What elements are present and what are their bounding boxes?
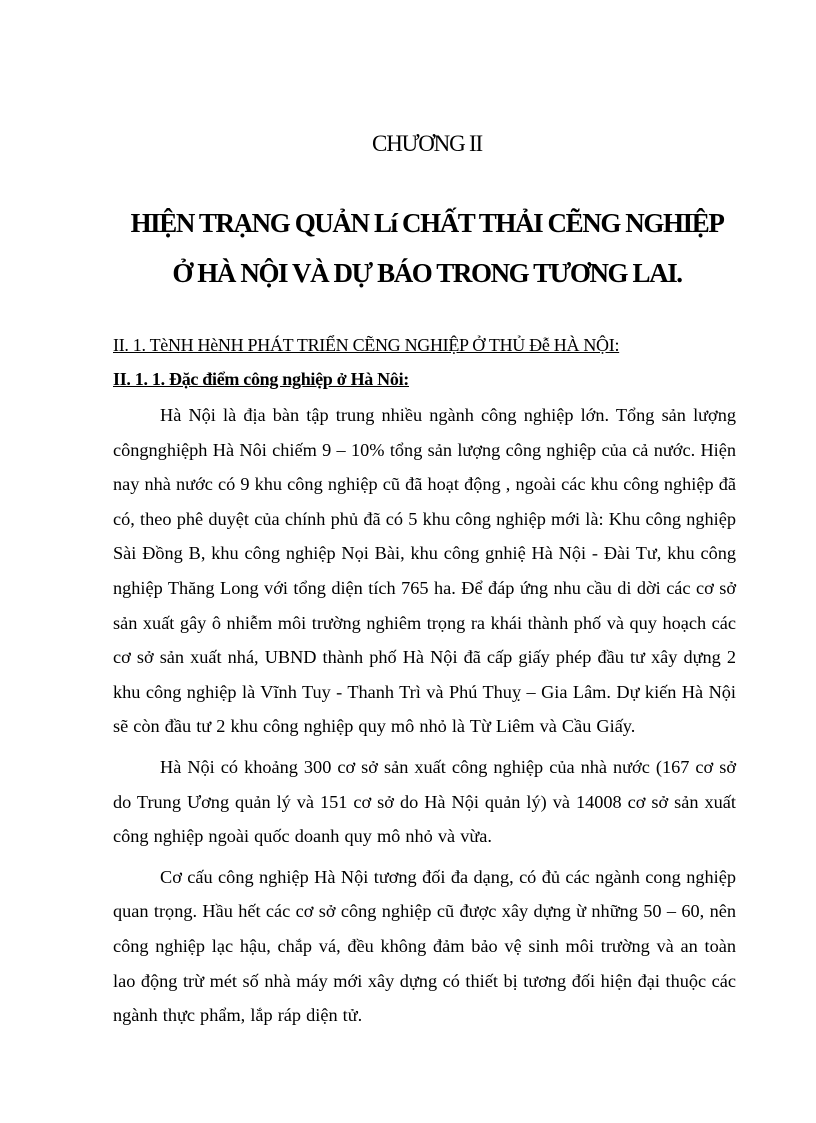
paragraph: Hà Nội có khoảng 300 cơ sở sản xuất công nghiệp của nhà nước (167 cơ sở do Trung Ương quản lý và 151 cơ sở do Hà Nội quản lý) và 14008 cơ sở sản xuất công nghiệp ngoài quốc doanh quy mô nhỏ và vừa. — [113, 756, 736, 847]
paragraph: Cơ cấu công nghiệp Hà Nội tương đối đa dạng, có đủ các ngành cong nghiệp quan trọng. Hầu hết các cơ sở công nghiệp cũ được xây dựng ừ những 50 – 60, nên công nghiệp lạc hậu, chắp vá, đều không đảm bảo vệ sinh môi trường và an toàn lao động trừ mét số nhà máy mới xây dựng có thiết bị tương đối hiện đại thuộc các ngành thực phẩm, lắp ráp diện tử. — [113, 866, 736, 1026]
chapter-title-line-2: Ở HÀ NỘI VÀ DỰ BÁO TRONG TƯƠNG LAI. — [172, 258, 682, 288]
paragraph: Hà Nội là địa bàn tập trung nhiều ngành công nghiệp lớn. Tổng sản lượng côngnghiệph Hà Nôi chiếm 9 – 10% tổng sản lượng công nghiệp của cả nước. Hiện nay nhà nước có 9 khu công nghiệp cũ đã hoạt động , ngoài các khu công nghiệp đã có, theo phê duyệt của chính phủ đã có 5 khu công nghiệp mới là: Khu công nghiệp Sài Đồng B, khu công nghiệp Nọi Bài, khu công gnhiệ Hà Nội - Đài Tư, khu công nghiệp Thăng Long với tổng diện tích 765 ha. Để đáp ứng nhu cầu di dời các cơ sở sản xuất gây ô nhiễm môi trường nghiêm trọng ra khái thành phố và quy hoạch các cơ sở sản xuất nhá, UBND thành phố Hà Nội đã cấp giấy phép đầu tư xây dựng 2 khu công nghiệp là Vĩnh Tuy - Thanh Trì và Phú Thuỵ – Gia Lâm. Dự kiến Hà Nội sẽ còn đầu tư 2 khu công nghiệp quy mô nhỏ là Từ Liêm và Cầu Giấy. — [113, 405, 736, 737]
chapter-title-line-1: HIỆN TRẠNG QUẢN Lí CHẤT THẢI CẼNG NGHIỆP — [130, 208, 724, 238]
subsection-heading: II. 1. 1. Đặc điểm công nghiệp ở Hà Nôi: — [113, 369, 409, 389]
body-text — [113, 398, 736, 1039]
section-heading: II. 1. TèNH HèNH PHÁT TRIỂN CẼNG NGHIỆP Ở THỦ Đễ HÀ NỘI: — [113, 335, 620, 355]
chapter-heading: CHƯƠNG II — [372, 131, 482, 156]
